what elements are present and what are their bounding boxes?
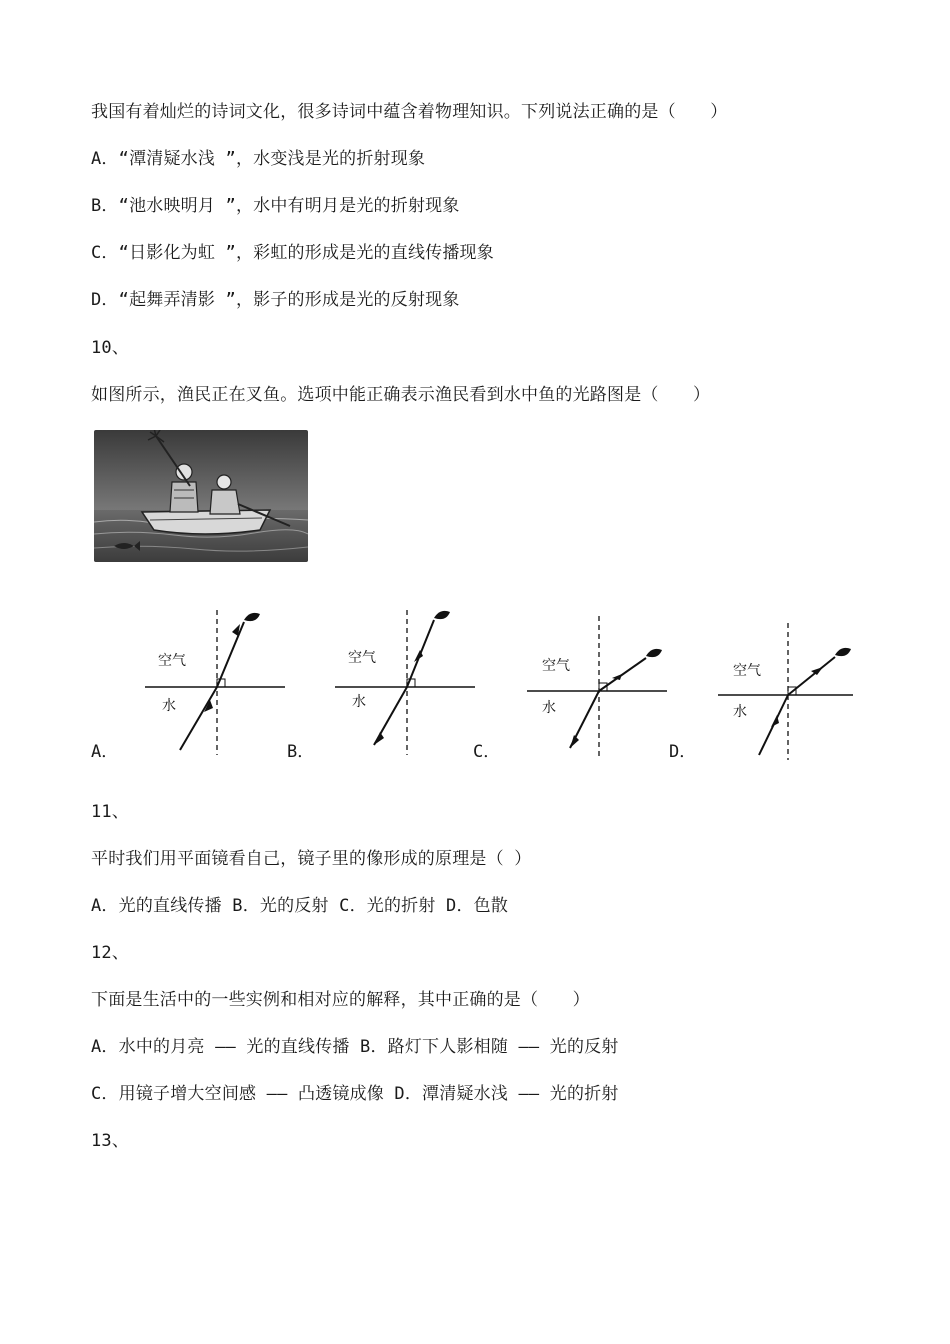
- q10-option-d-label: D．: [669, 742, 697, 762]
- q12-number: 12、: [91, 943, 130, 963]
- eye-icon: [434, 611, 450, 619]
- q11-stem: 平时我们用平面镜看自己，镜子里的像形成的原理是（ ）: [91, 849, 532, 869]
- q9-option-c: C．“日影化为虹 ”，彩虹的形成是光的直线传播现象: [91, 243, 494, 263]
- diagram-d-air-label: 空气: [733, 663, 761, 679]
- diagram-b-air-label: 空气: [348, 650, 376, 666]
- diagram-b-water-label: 水: [352, 694, 366, 710]
- q11-options: A．光的直线传播 B．光的反射 C．光的折射 D．色散: [91, 896, 509, 916]
- eye-icon: [646, 649, 662, 657]
- q9-option-b: B．“池水映明月 ”，水中有明月是光的折射现象: [91, 196, 460, 216]
- q10-option-b-label: B．: [287, 742, 315, 762]
- diagram-b: [330, 600, 480, 760]
- q12-stem: 下面是生活中的一些实例和相对应的解释，其中正确的是（ ）: [91, 990, 590, 1010]
- diagram-a-air-label: 空气: [158, 653, 186, 669]
- q9-stem: 我国有着灿烂的诗词文化，很多诗词中蕴含着物理知识。下列说法正确的是（ ）: [91, 102, 728, 122]
- eye-icon: [244, 613, 260, 621]
- q12-options-ab: A．水中的月亮 —— 光的直线传播 B．路灯下人影相随 —— 光的反射: [91, 1037, 619, 1057]
- diagram-a-water-label: 水: [162, 698, 176, 714]
- q12-options-cd: C．用镜子增大空间感 —— 凸透镜成像 D．潭清疑水浅 —— 光的折射: [91, 1084, 619, 1104]
- fisherman-photo: [94, 430, 308, 562]
- q11-number: 11、: [91, 802, 130, 822]
- q10-option-a-label: A．: [91, 742, 119, 762]
- q10-option-c-label: C．: [473, 742, 501, 762]
- q10-stem: 如图所示，渔民正在叉鱼。选项中能正确表示渔民看到水中鱼的光路图是（ ）: [91, 385, 711, 405]
- q13-number: 13、: [91, 1131, 130, 1151]
- diagram-d: [713, 615, 863, 775]
- eye-icon: [835, 648, 851, 656]
- diagram-c-air-label: 空气: [542, 658, 570, 674]
- diagram-c-water-label: 水: [542, 700, 556, 716]
- diagram-c: [522, 608, 672, 768]
- q9-option-d: D．“起舞弄清影 ”，影子的形成是光的反射现象: [91, 290, 460, 310]
- q10-number: 10、: [91, 338, 130, 358]
- q9-option-a: A．“潭清疑水浅 ”，水变浅是光的折射现象: [91, 149, 426, 169]
- diagram-a: [140, 600, 290, 760]
- diagram-d-water-label: 水: [733, 704, 747, 720]
